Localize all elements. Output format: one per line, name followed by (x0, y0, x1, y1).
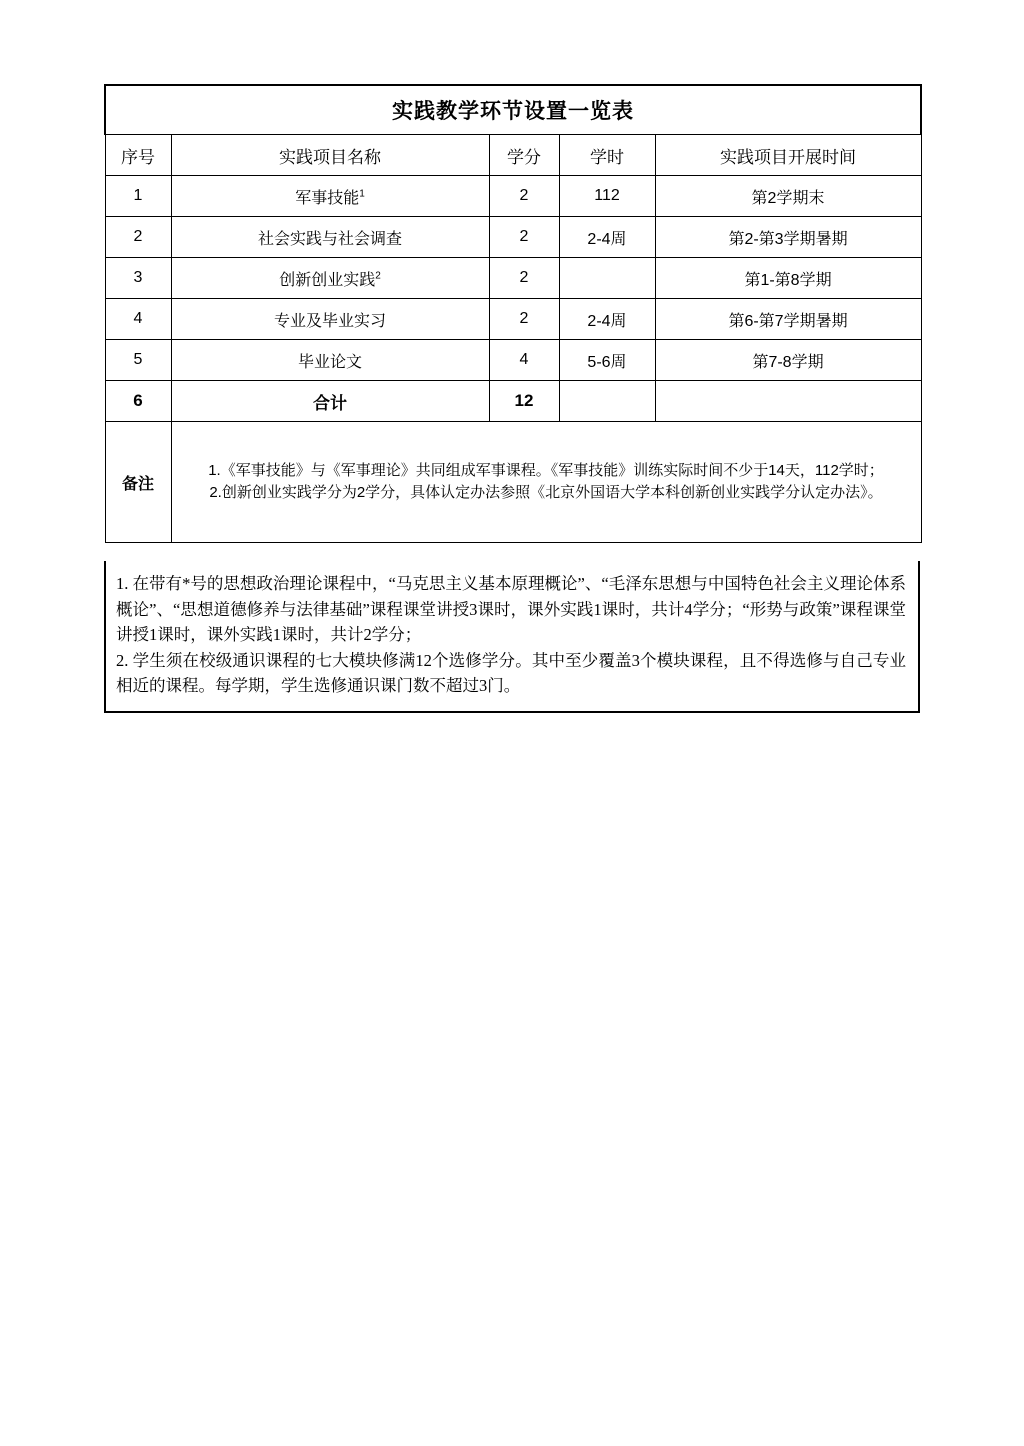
cell-time: 第2学期末 (655, 176, 921, 217)
footnotes-block (104, 561, 920, 713)
cell-name-text: 社会实践与社会调查 (257, 230, 402, 248)
remark-content (171, 422, 921, 543)
cell-time: 第1-第8学期 (655, 258, 921, 299)
cell-name-superscript: 2 (375, 270, 381, 282)
cell-no: 3 (105, 258, 171, 299)
cell-credit: 2 (489, 176, 559, 217)
column-header-name: 实践项目名称 (171, 135, 489, 176)
cell-name-text: 毕业论文 (297, 353, 362, 371)
cell-credit: 2 (489, 217, 559, 258)
document-body (104, 84, 920, 713)
cell-hours: 5-6周 (559, 340, 655, 381)
footnote-2: 2. 学生须在校级通识课程的七大模块修满12个选修学分。其中至少覆盖3个模块课程，且不得选修与自己专业相近的课程。每学期，学生选修通识课门数不超过3门。 (116, 650, 906, 696)
table-row (105, 217, 921, 258)
cell-name (171, 217, 489, 258)
cell-credit: 2 (489, 299, 559, 340)
cell-hours: 2-4周 (559, 217, 655, 258)
table-notes-gap (104, 543, 920, 561)
cell-hours: 2-4周 (559, 299, 655, 340)
practice-teaching-table (104, 84, 922, 543)
cell-time: 第6-第7学期暑期 (655, 299, 921, 340)
cell-name-text: 军事技能 (295, 189, 360, 207)
cell-name (171, 299, 489, 340)
cell-credit: 2 (489, 258, 559, 299)
column-header-hours: 学时 (559, 135, 655, 176)
table-row (105, 258, 921, 299)
remark-label: 备注 (105, 422, 171, 543)
cell-name (171, 340, 489, 381)
cell-name-text: 专业及毕业实习 (273, 312, 386, 330)
cell-no: 6 (105, 381, 171, 422)
column-header-time: 实践项目开展时间 (655, 135, 921, 176)
cell-name: 合计 (171, 381, 489, 422)
page-title: 实践教学环节设置一览表 (105, 85, 921, 135)
cell-name (171, 258, 489, 299)
table-row (105, 340, 921, 381)
cell-credit: 4 (489, 340, 559, 381)
table-total-row (105, 381, 921, 422)
footnotes (104, 561, 920, 713)
cell-hours (559, 381, 655, 422)
cell-time: 第7-8学期 (655, 340, 921, 381)
table-row (105, 299, 921, 340)
table-remark-row (105, 422, 921, 543)
cell-name-superscript: 1 (359, 188, 365, 200)
table-header-row (105, 135, 921, 176)
cell-no: 1 (105, 176, 171, 217)
cell-time (655, 381, 921, 422)
cell-name-text: 创新创业实践 (279, 271, 376, 289)
table-title-row (105, 85, 921, 135)
cell-no: 2 (105, 217, 171, 258)
footnote-1: 1. 在带有*号的思想政治理论课程中，“马克思主义基本原理概论”、“毛泽东思想与中国特色社会主义理论体系概论”、“思想道德修养与法律基础”课程课堂讲授3课时，课外实践1课时，共计4学分；“形势与政策”课程课堂讲授1课时，课外实践1课时，共计2学分； (116, 574, 906, 645)
cell-hours: 112 (559, 176, 655, 217)
remark-line-2: 2.创新创业实践学分为2学分，具体认定办法参照《北京外国语大学本科创新创业实践学分认定办法》。 (209, 484, 883, 501)
cell-time: 第2-第3学期暑期 (655, 217, 921, 258)
cell-no: 4 (105, 299, 171, 340)
remark-line-1: 1.《军事技能》与《军事理论》共同组成军事课程。《军事技能》训练实际时间不少于14天，112学时； (208, 461, 884, 479)
cell-name (171, 176, 489, 217)
cell-credit: 12 (489, 381, 559, 422)
cell-no: 5 (105, 340, 171, 381)
column-header-no: 序号 (105, 135, 171, 176)
cell-hours (559, 258, 655, 299)
column-header-credit: 学分 (489, 135, 559, 176)
table-row (105, 176, 921, 217)
